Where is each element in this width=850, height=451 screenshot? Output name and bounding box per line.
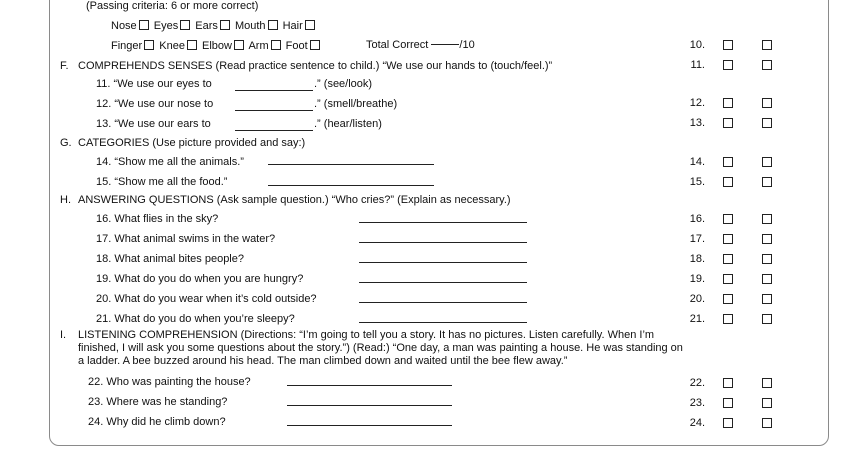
score-checkbox-incorrect[interactable] <box>762 60 772 70</box>
score-checkbox-correct[interactable] <box>723 177 733 187</box>
score-checkbox-incorrect[interactable] <box>762 378 772 388</box>
item-15-answer-line[interactable] <box>268 185 434 186</box>
total-correct-field[interactable] <box>431 44 459 45</box>
ears-checkbox[interactable] <box>220 20 230 30</box>
item-14: 14. “Show me all the animals.” <box>96 156 244 168</box>
item-20-answer-line[interactable] <box>359 302 527 303</box>
section-i-paragraph: LISTENING COMPREHENSION (Directions: “I’m going to tell you a story. It has no pictures. Listen carefully. When I’m finished, I will ask you some questions about the story.”) (Read:) “One day, a man was painting a house. He was standing on a ladder. A bee buzzed around his head. The man climbed down and waited until the bee flew away.” <box>78 329 683 367</box>
eyes-checkbox[interactable] <box>180 20 190 30</box>
item-22: 22. Who was painting the house? <box>88 376 251 388</box>
score-checkbox-incorrect[interactable] <box>762 157 772 167</box>
score-checkbox-incorrect[interactable] <box>762 177 772 187</box>
item-13: 13. “We use our ears to <box>96 118 211 130</box>
score-checkbox-incorrect[interactable] <box>762 234 772 244</box>
item-18-answer-line[interactable] <box>359 262 527 263</box>
item-17: 17. What animal swims in the water? <box>96 233 276 245</box>
item-19-answer-line[interactable] <box>359 282 527 283</box>
score-checkbox-incorrect[interactable] <box>762 398 772 408</box>
score-checkbox-incorrect[interactable] <box>762 40 772 50</box>
item-12-suffix: .” (smell/breathe) <box>314 98 398 110</box>
item-19: 19. What do you do when you are hungry? <box>96 273 304 285</box>
score-checkbox-correct[interactable] <box>723 157 733 167</box>
section-g-heading: CATEGORIES (Use picture provided and say:) <box>78 137 306 149</box>
item-13-answer-line[interactable] <box>235 130 313 131</box>
score-item-number: 14. <box>689 156 705 168</box>
item-16-answer-line[interactable] <box>359 222 527 223</box>
score-checkbox-incorrect[interactable] <box>762 418 772 428</box>
score-item-number: 22. <box>689 377 705 389</box>
score-checkbox-correct[interactable] <box>723 234 733 244</box>
score-checkbox-incorrect[interactable] <box>762 274 772 284</box>
total-correct: Total Correct /10 <box>366 39 475 51</box>
nose-checkbox[interactable] <box>139 20 149 30</box>
item-11-answer-line[interactable] <box>235 90 313 91</box>
item-11-suffix: .” (see/look) <box>314 78 373 90</box>
score-item-number: 18. <box>689 253 705 265</box>
item-18: 18. What animal bites people? <box>96 253 244 265</box>
body-parts-row-2: Finger Knee Elbow Arm Foot <box>111 39 322 53</box>
section-f-heading: COMPREHENDS SENSES (Read practice sentence to child.) “We use our hands to (touch/feel.)” <box>78 60 553 72</box>
item-12: 12. “We use our nose to <box>96 98 214 110</box>
mouth-checkbox[interactable] <box>268 20 278 30</box>
item-17-answer-line[interactable] <box>359 242 527 243</box>
score-item-number: 20. <box>689 293 705 305</box>
score-checkbox-correct[interactable] <box>723 314 733 324</box>
item-24: 24. Why did he climb down? <box>88 416 226 428</box>
item-12-answer-line[interactable] <box>235 110 313 111</box>
score-checkbox-correct[interactable] <box>723 398 733 408</box>
item-21: 21. What do you do when you’re sleepy? <box>96 313 295 325</box>
score-checkbox-correct[interactable] <box>723 418 733 428</box>
body-parts-row-1: Nose Eyes Ears Mouth Hair <box>111 19 317 33</box>
score-checkbox-incorrect[interactable] <box>762 118 772 128</box>
score-checkbox-incorrect[interactable] <box>762 214 772 224</box>
section-h-letter: H. <box>60 194 71 206</box>
elbow-checkbox[interactable] <box>234 40 244 50</box>
score-checkbox-incorrect[interactable] <box>762 98 772 108</box>
score-item-number: 21. <box>689 313 705 325</box>
item-15: 15. “Show me all the food.” <box>96 176 228 188</box>
score-item-number: 15. <box>689 176 705 188</box>
score-checkbox-incorrect[interactable] <box>762 294 772 304</box>
score-item-number: 24. <box>689 417 705 429</box>
item-23: 23. Where was he standing? <box>88 396 228 408</box>
section-f-letter: F. <box>60 60 69 72</box>
score-checkbox-correct[interactable] <box>723 40 733 50</box>
score-item-number: 16. <box>689 213 705 225</box>
score-checkbox-incorrect[interactable] <box>762 314 772 324</box>
item-16: 16. What flies in the sky? <box>96 213 219 225</box>
passing-criteria: (Passing criteria: 6 or more correct) <box>86 0 259 12</box>
item-21-answer-line[interactable] <box>359 322 527 323</box>
item-11: 11. “We use our eyes to <box>96 78 212 90</box>
score-checkbox-incorrect[interactable] <box>762 254 772 264</box>
section-g-letter: G. <box>60 137 72 149</box>
score-checkbox-correct[interactable] <box>723 98 733 108</box>
item-24-answer-line[interactable] <box>287 425 452 426</box>
section-h-heading: ANSWERING QUESTIONS (Ask sample question.) “Who cries?” (Explain as necessary.) <box>78 194 511 206</box>
score-checkbox-correct[interactable] <box>723 118 733 128</box>
finger-checkbox[interactable] <box>144 40 154 50</box>
score-item-number: 19. <box>689 273 705 285</box>
score-item-number: 23. <box>689 397 705 409</box>
score-checkbox-correct[interactable] <box>723 294 733 304</box>
score-checkbox-correct[interactable] <box>723 60 733 70</box>
arm-checkbox[interactable] <box>271 40 281 50</box>
score-item-number: 11. <box>690 59 705 71</box>
item-22-answer-line[interactable] <box>287 385 452 386</box>
score-item-number: 10. <box>689 39 705 51</box>
item-20: 20. What do you wear when it’s cold outside? <box>96 293 317 305</box>
score-checkbox-correct[interactable] <box>723 378 733 388</box>
item-23-answer-line[interactable] <box>287 405 452 406</box>
hair-checkbox[interactable] <box>305 20 315 30</box>
score-item-number: 17. <box>689 233 705 245</box>
score-checkbox-correct[interactable] <box>723 214 733 224</box>
score-checkbox-correct[interactable] <box>723 274 733 284</box>
section-i-letter: I. <box>60 329 67 341</box>
foot-checkbox[interactable] <box>310 40 320 50</box>
score-checkbox-correct[interactable] <box>723 254 733 264</box>
score-item-number: 12. <box>689 97 705 109</box>
item-14-answer-line[interactable] <box>268 164 434 165</box>
item-13-suffix: .” (hear/listen) <box>314 118 382 130</box>
knee-checkbox[interactable] <box>187 40 197 50</box>
score-item-number: 13. <box>689 117 705 129</box>
